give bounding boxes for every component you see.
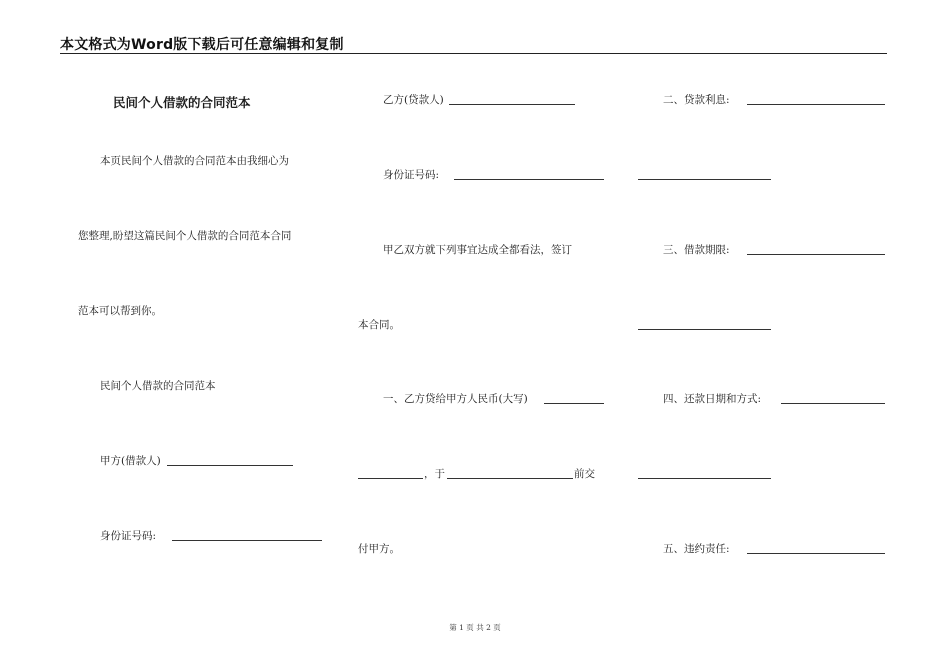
liability-blank: [747, 553, 885, 554]
agreement-line-2: 本合同。: [358, 319, 400, 331]
loan-amount-blank-2: [358, 478, 423, 479]
intro-line-2: 您整理,盼望这篇民间个人借款的合同范本合同: [78, 230, 292, 242]
clause-1-label: 一、乙方贷给甲方人民币(大写): [383, 393, 528, 405]
clause-4-label: 四、还款日期和方式:: [663, 393, 762, 405]
header-divider: [60, 53, 887, 54]
repayment-blank: [781, 403, 885, 404]
page-number: 第 1 页 共 2 页: [449, 623, 501, 632]
page-header-title: 本文格式为Word版下载后可任意编辑和复制: [60, 37, 344, 53]
party-a-blank: [167, 465, 293, 466]
interest-blank: [747, 104, 885, 105]
clause-5-label: 五、违约责任:: [663, 543, 730, 555]
loan-date-blank: [447, 478, 573, 479]
document-title: 民间个人借款的合同范本: [113, 95, 251, 110]
agreement-line-1: 甲乙双方就下列事宜达成全都看法，签订: [383, 244, 572, 256]
intro-line-3: 范本可以帮到你。: [78, 305, 162, 317]
party-b-blank: [449, 104, 575, 105]
intro-line-1: 本页民间个人借款的合同范本由我细心为: [100, 155, 289, 167]
party-b-label: 乙方(贷款人): [383, 94, 444, 106]
clause-1-end: 付甲方。: [358, 543, 400, 555]
party-a-id-blank: [172, 540, 322, 541]
subtitle: 民间个人借款的合同范本: [100, 380, 216, 392]
party-a-id-label: 身份证号码:: [100, 530, 157, 542]
party-a-label: 甲方(借款人): [100, 455, 161, 467]
term-blank-2: [638, 329, 771, 330]
interest-blank-2: [638, 179, 771, 180]
clause-1-before: 前交: [574, 468, 595, 480]
repayment-blank-2: [638, 478, 771, 479]
clause-3-label: 三、借款期限:: [663, 244, 730, 256]
clause-2-label: 二、贷款利息:: [663, 94, 730, 106]
party-b-id-label: 身份证号码:: [383, 169, 440, 181]
loan-amount-blank: [544, 403, 604, 404]
clause-1-yu: ，于: [424, 468, 445, 480]
party-b-id-blank: [454, 179, 604, 180]
term-blank: [747, 254, 885, 255]
